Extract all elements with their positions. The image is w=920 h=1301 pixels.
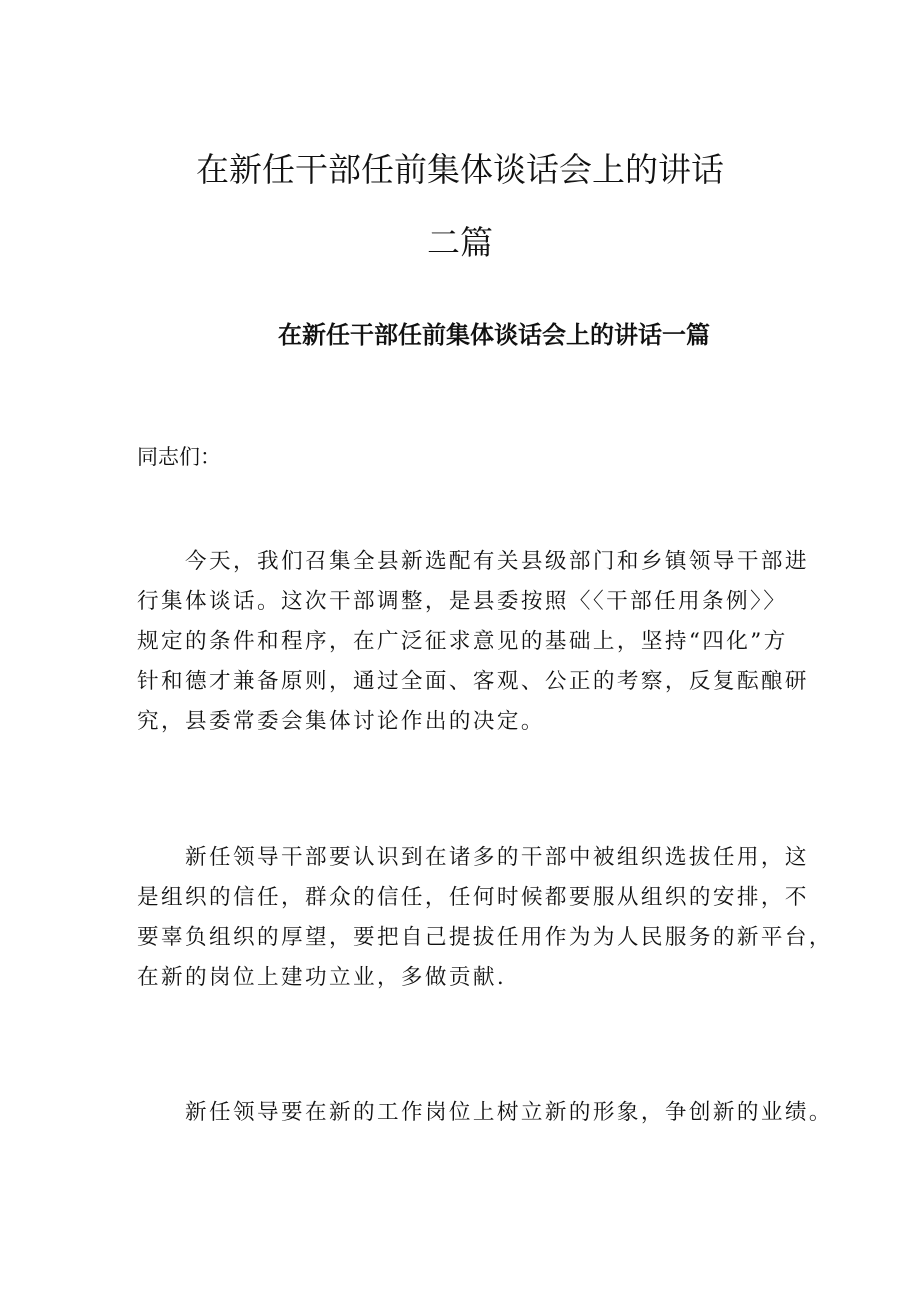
paragraph-line: 新任领导干部要认识到在诸多的干部中被组织选拔任用，这 bbox=[185, 845, 809, 870]
document-subtitle: 在新任干部任前集体谈话会上的讲话一篇 bbox=[278, 321, 710, 349]
salutation: 同志们： bbox=[137, 445, 221, 469]
paragraph-line: 行集体谈话。这次干部调整，是县委按照〈〈干部任用条例〉〉 bbox=[137, 589, 788, 614]
paragraph-3 bbox=[137, 1093, 833, 1133]
paragraph-line: 今天，我们召集全县新选配有关县级部门和乡镇领导干部进 bbox=[185, 549, 809, 574]
paragraph-line: 究，县委常委会集体讨论作出的决定。 bbox=[137, 709, 545, 734]
paragraph-line: 新任领导要在新的工作岗位上树立新的形象，争创新的业绩。 bbox=[185, 1100, 833, 1125]
paragraph-1 bbox=[137, 542, 809, 742]
paragraph-line: 要辜负组织的厚望，要把自己提拔任用作为为人民服务的新平台， bbox=[137, 925, 833, 950]
paragraph-2 bbox=[137, 838, 833, 998]
paragraph-line: 在新的岗位上建功立业，多做贡献. bbox=[137, 965, 507, 990]
document-title-line-2: 二篇 bbox=[427, 223, 493, 262]
paragraph-line: 针和德才兼备原则，通过全面、客观、公正的考察，反复酝酿研 bbox=[137, 669, 809, 694]
paragraph-line: 是组织的信任，群众的信任，任何时候都要服从组织的安排，不 bbox=[137, 885, 809, 910]
paragraph-line: 规定的条件和程序，在广泛征求意见的基础上，坚持“四化”方 bbox=[137, 629, 788, 654]
document-title-line-1: 在新任干部任前集体谈话会上的讲话 bbox=[196, 150, 724, 189]
